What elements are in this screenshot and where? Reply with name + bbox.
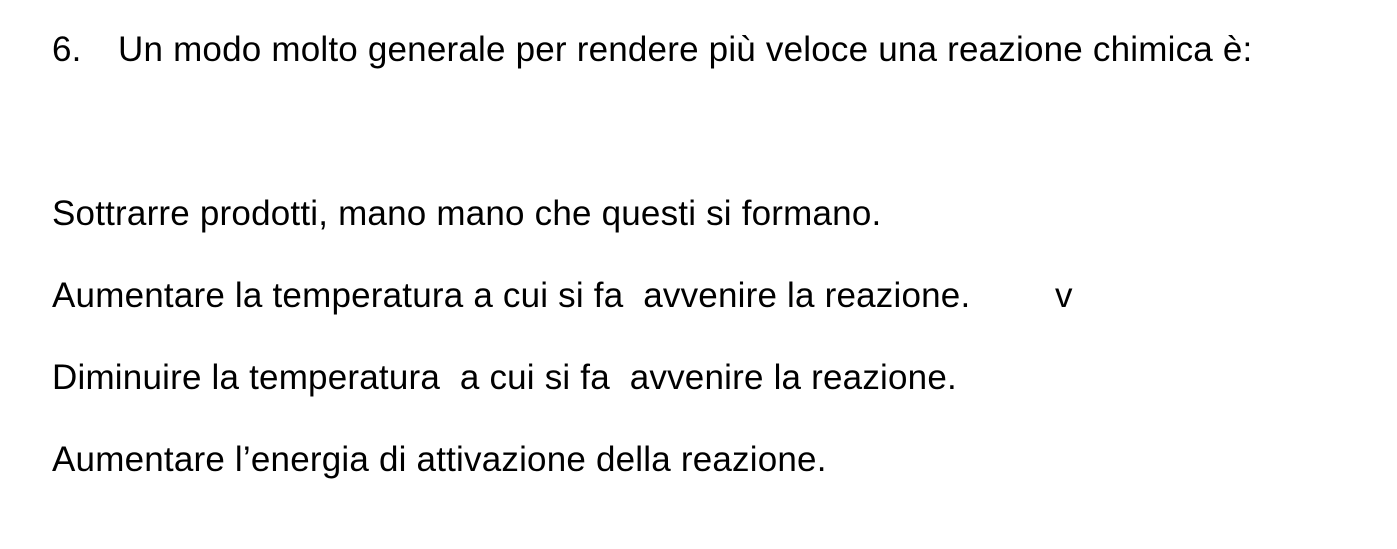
question-text: Un modo molto generale per rendere più veloce una reazione chimica è: [118,30,1253,69]
answer-option-1: Sottrarre prodotti, mano mano che questi si formano. [52,194,882,233]
answer-option-2: Aumentare la temperatura a cui si fa avvenire la reazione. [52,276,971,315]
answer-option-4: Aumentare l’energia di attivazione della reazione. [52,440,827,479]
answer-check-mark: v [1055,276,1073,315]
answer-option-3: Diminuire la temperatura a cui si fa avvenire la reazione. [52,358,957,397]
question-number: 6. [52,30,82,69]
question [52,28,1252,72]
